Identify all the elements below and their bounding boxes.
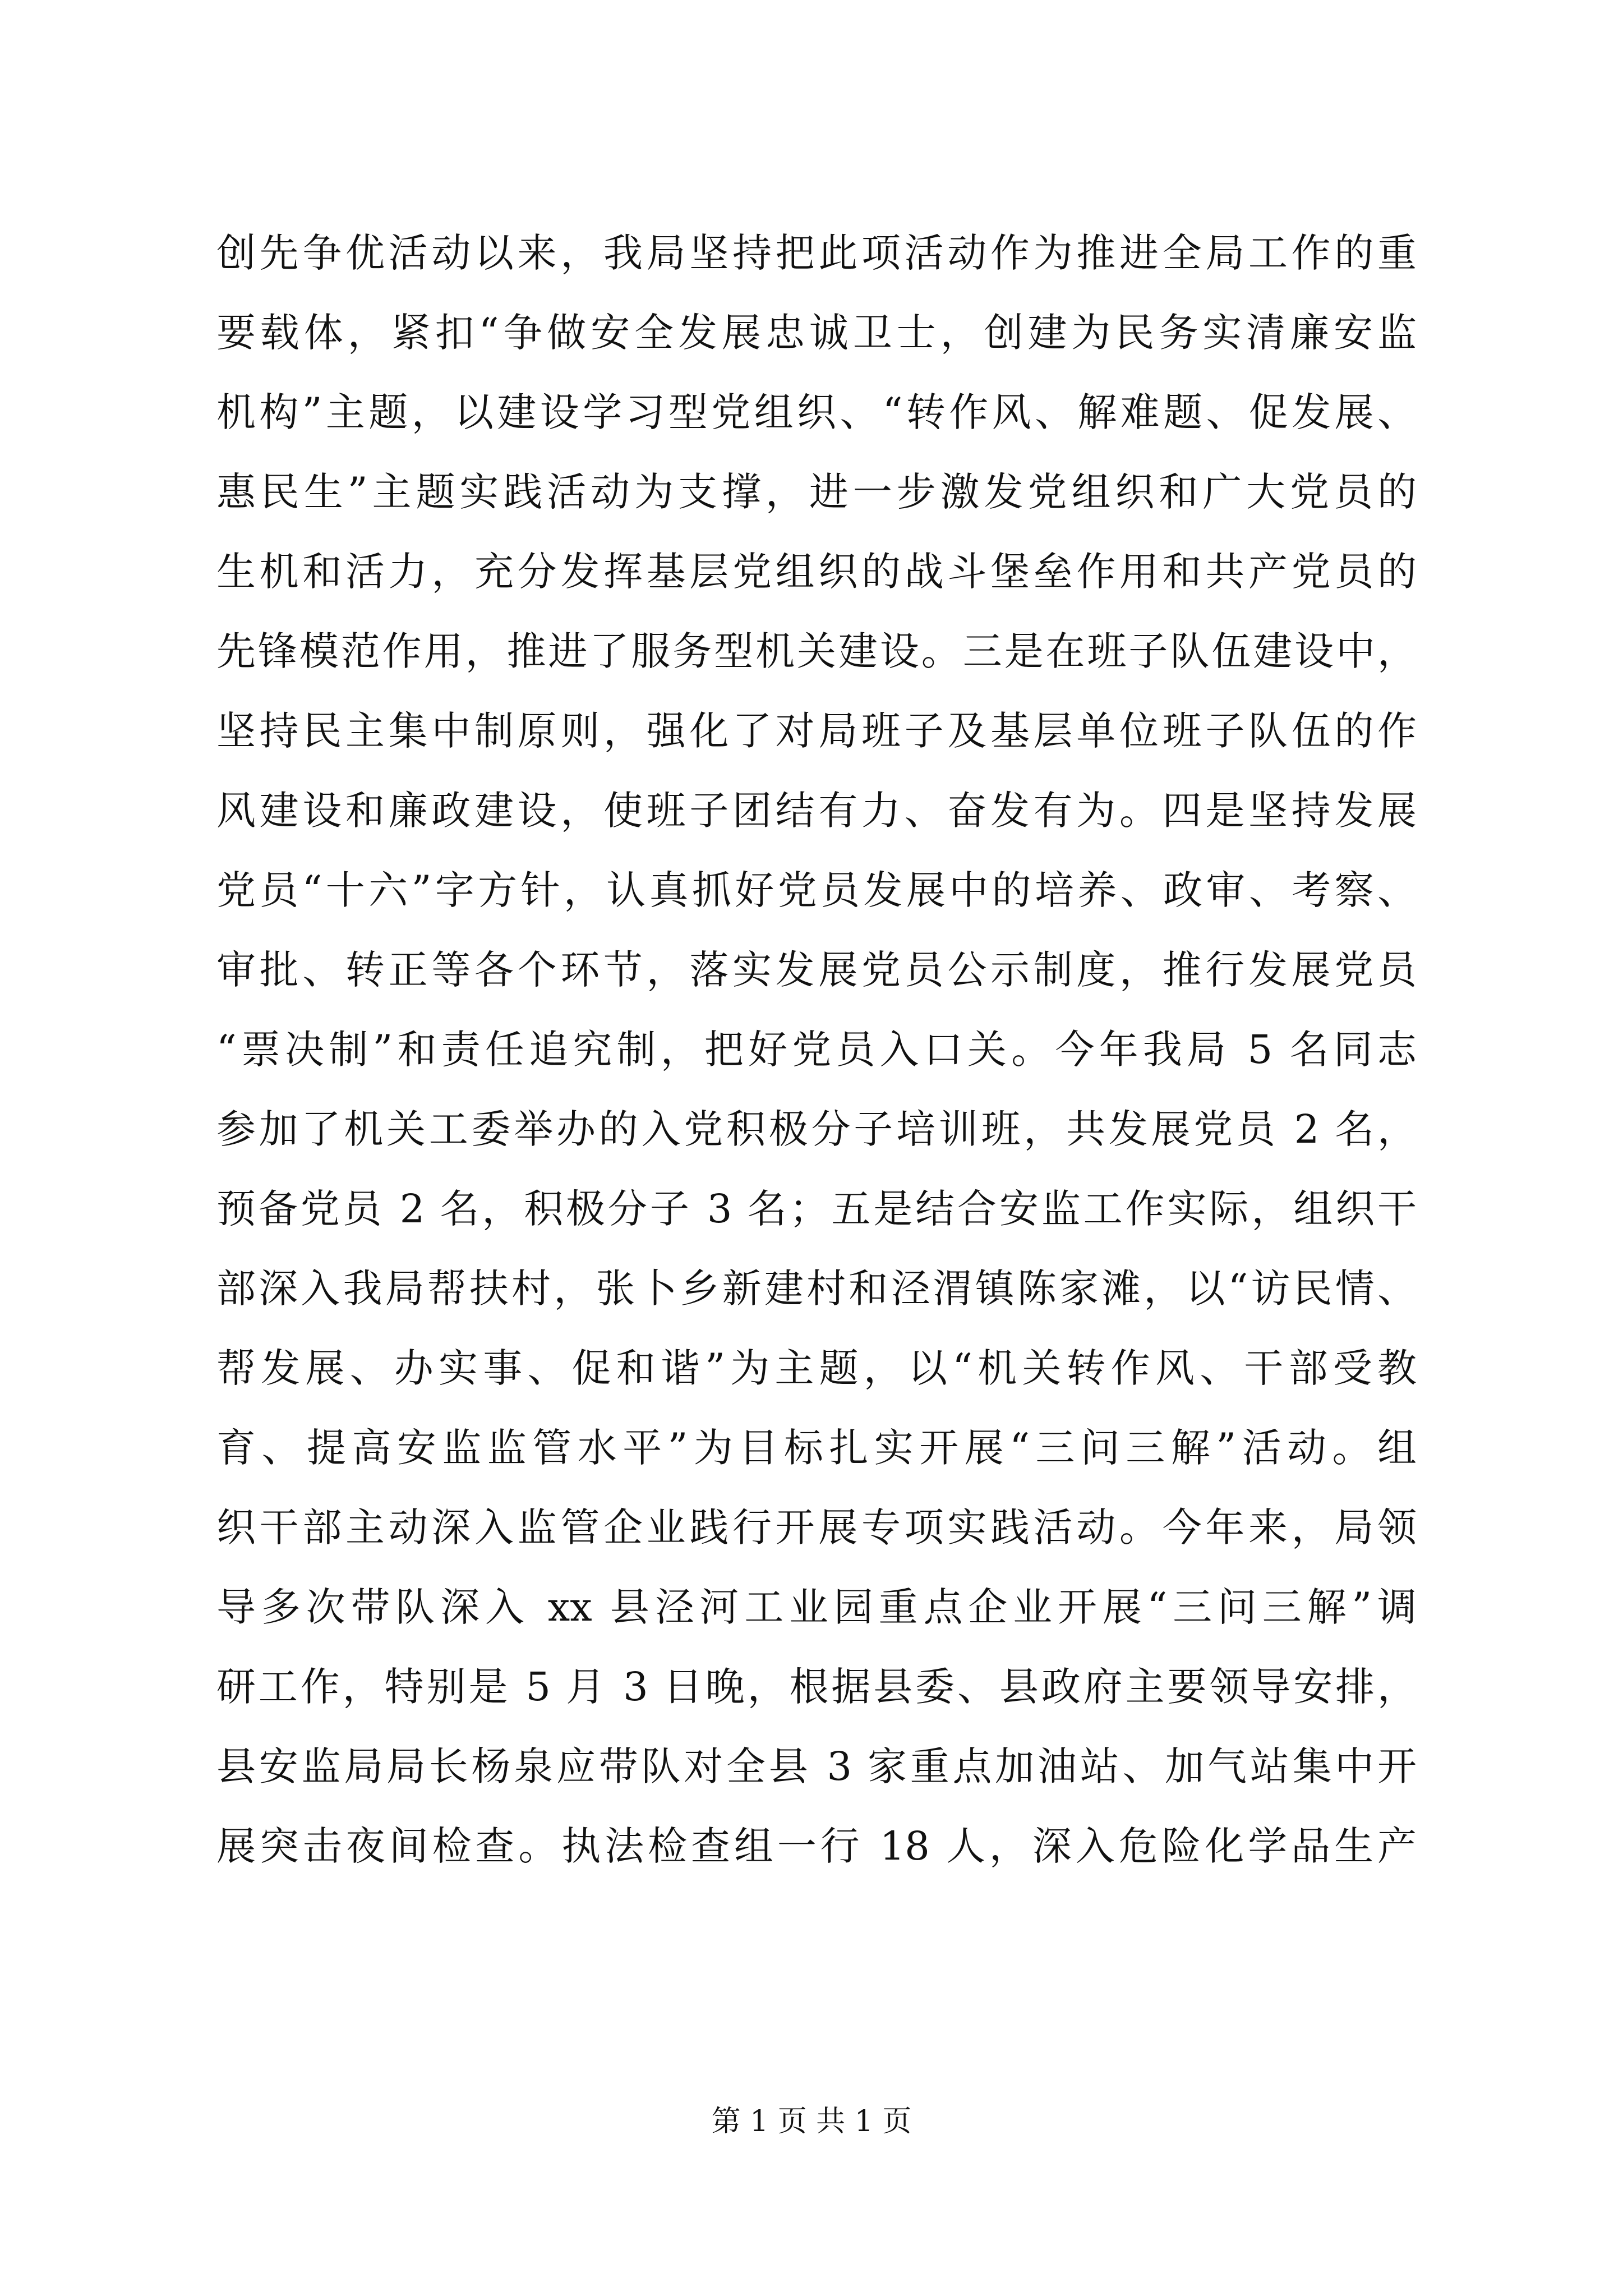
body-line-1: 创先争优活动以来，我局坚持把此项活动作为推进全局工作的重 <box>216 230 1417 276</box>
body-line-17: 织干部主动深入监管企业践行开展专项实践活动。今年来，局领 <box>216 1504 1417 1550</box>
body-line-13: 预备党员 2 名，积极分子 3 名；五是结合安监工作实际，组织干 <box>216 1186 1417 1232</box>
body-line-7: 坚持民主集中制原则，强化了对局班子及基层单位班子队伍的作 <box>216 708 1417 754</box>
body-line-12: 参加了机关工委举办的入党积极分子培训班，共发展党员 2 名， <box>216 1106 1417 1152</box>
body-line-18: 导多次带队深入 xx 县泾河工业园重点企业开展“三问三解”调 <box>216 1584 1417 1630</box>
body-line-9: 党员“十六”字方针，认真抓好党员发展中的培养、政审、考察、 <box>216 867 1417 913</box>
body-line-20: 县安监局局长杨泉应带队对全县 3 家重点加油站、加气站集中开 <box>216 1743 1417 1789</box>
body-line-15: 帮发展、办实事、促和谐”为主题，以“机关转作风、干部受教 <box>216 1345 1417 1391</box>
body-line-4: 惠民生”主题实践活动为支撑，进一步激发党组织和广大党员的 <box>216 469 1417 515</box>
body-line-2: 要载体，紧扣“争做安全发展忠诚卫士，创建为民务实清廉安监 <box>216 310 1417 356</box>
body-line-11: “票决制”和责任追究制，把好党员入口关。今年我局 5 名同志 <box>216 1027 1417 1073</box>
body-line-16: 育、提高安监监管水平”为目标扎实开展“三问三解”活动。组 <box>216 1425 1417 1471</box>
body-line-10: 审批、转正等各个环节，落实发展党员公示制度，推行发展党员 <box>216 947 1417 993</box>
body-line-19: 研工作，特别是 5 月 3 日晚，根据县委、县政府主要领导安排， <box>216 1664 1417 1710</box>
body-text <box>216 213 1417 1886</box>
body-line-8: 风建设和廉政建设，使班子团结有力、奋发有为。四是坚持发展 <box>216 788 1417 834</box>
body-line-14: 部深入我局帮扶村，张卜乡新建村和泾渭镇陈家滩，以“访民情、 <box>216 1266 1417 1312</box>
body-line-21: 展突击夜间检查。执法检查组一行 18 人，深入危险化学品生产 <box>216 1823 1417 1869</box>
body-line-5: 生机和活力，充分发挥基层党组织的战斗堡垒作用和共产党员的 <box>216 549 1417 595</box>
body-line-3: 机构”主题，以建设学习型党组织、“转作风、解难题、促发展、 <box>216 389 1417 435</box>
page-footer: 第 1 页 共 1 页 <box>711 2105 912 2138</box>
body-line-6: 先锋模范作用，推进了服务型机关建设。三是在班子队伍建设中， <box>216 628 1417 674</box>
